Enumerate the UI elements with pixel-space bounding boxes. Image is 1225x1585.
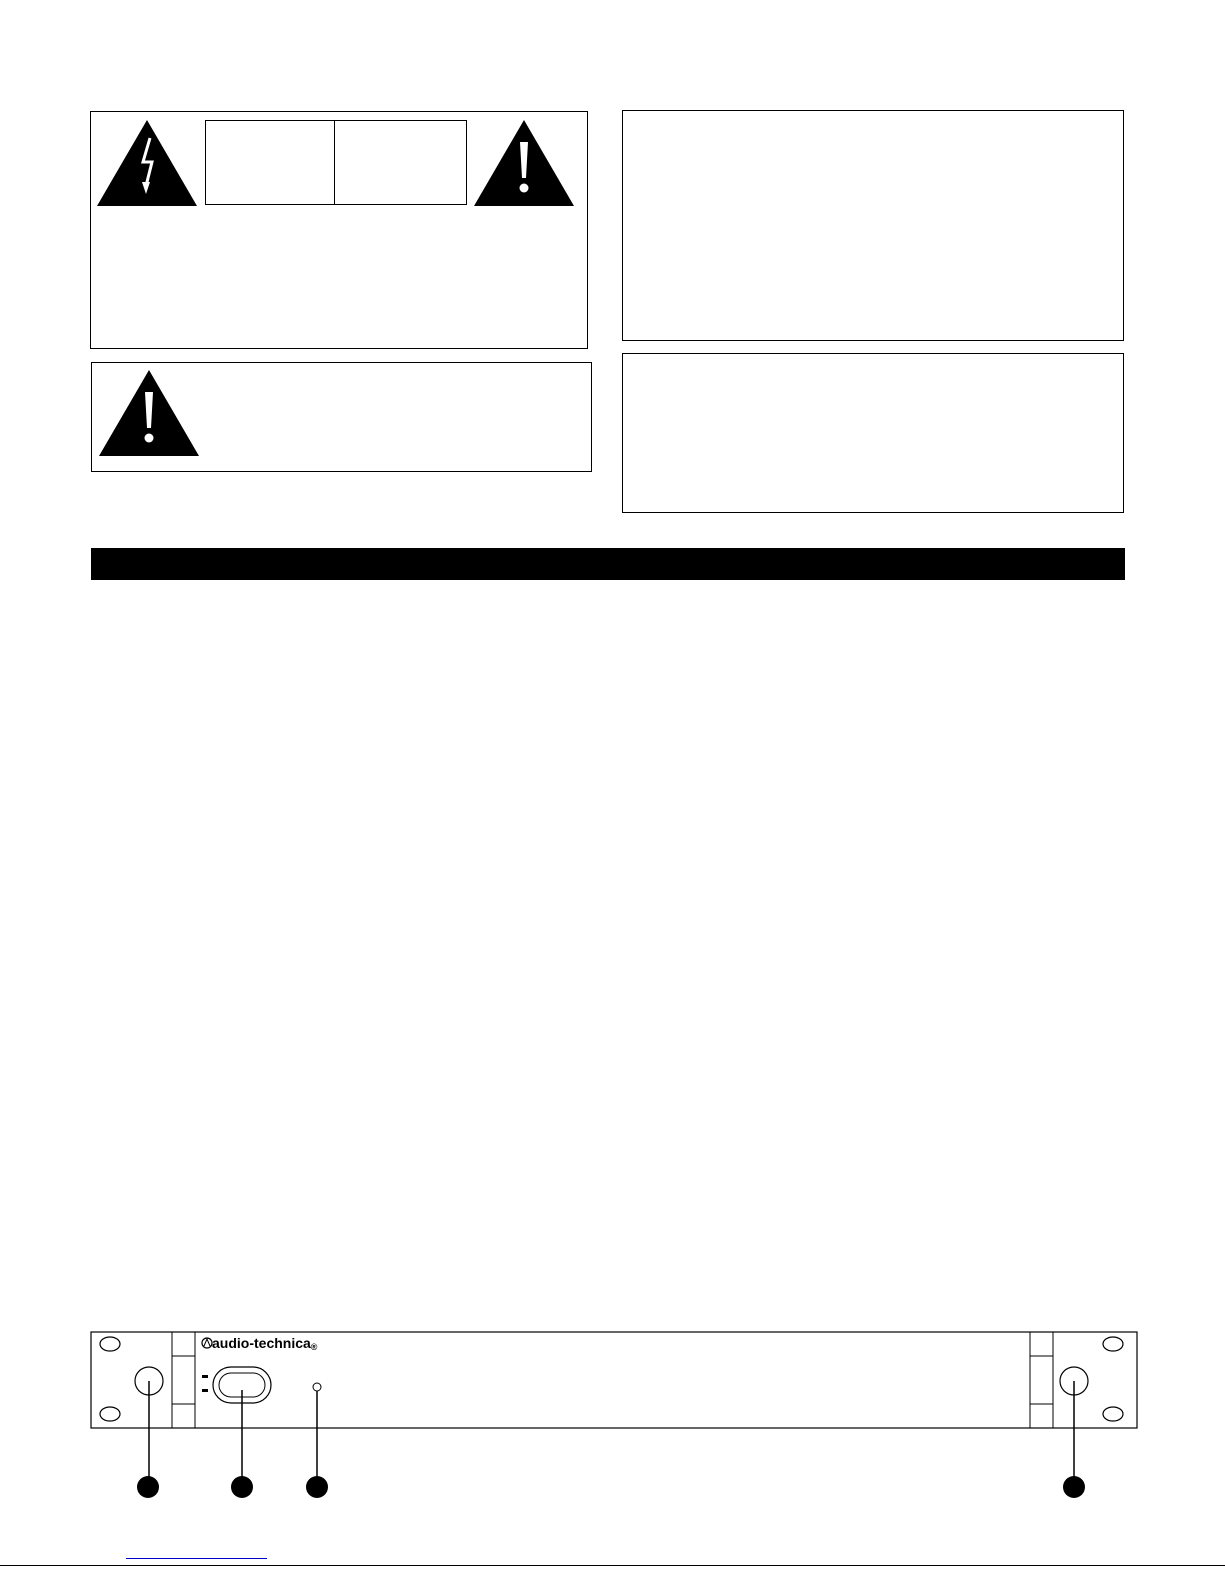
callout-2 (231, 1476, 253, 1498)
mount-slot (1103, 1337, 1123, 1351)
mount-slot (100, 1337, 120, 1351)
mount-slot (1103, 1407, 1123, 1421)
footer-rule (0, 1565, 1225, 1566)
brand-wordmark: audio-technica® (212, 1335, 318, 1352)
callout-1 (137, 1476, 159, 1498)
indicator-led (313, 1383, 321, 1391)
mount-slot (100, 1407, 120, 1421)
brand-registered-mark: ® (310, 1342, 318, 1352)
footer-link-underline[interactable] (126, 1558, 267, 1559)
callout-3 (306, 1476, 328, 1498)
callout-4 (1063, 1476, 1085, 1498)
